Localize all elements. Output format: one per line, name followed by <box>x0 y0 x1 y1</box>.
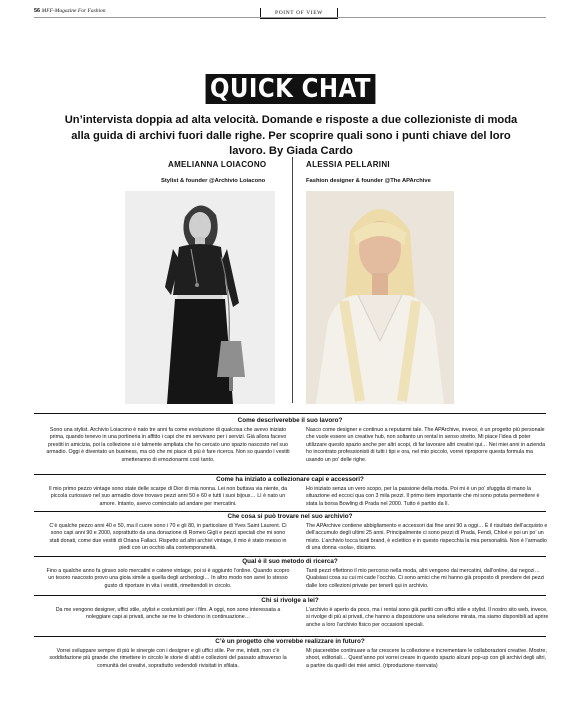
column-divider <box>292 157 293 403</box>
question-heading: C’è un progetto che vorrebbe realizzare in futuro? <box>215 638 365 645</box>
page-number: 56 <box>34 8 41 14</box>
question-heading: Come descriverebbe il suo lavoro? <box>237 417 343 424</box>
header-rule <box>34 17 546 18</box>
interviewee-name-left: AMELIANNA LOIACONO <box>168 160 267 169</box>
answer-right: L’archivio è aperto da poco, ma i rental sono già partiti con uffici stile e stylist. Il nostro sito web, invece, si rivolge di più ai privati, che hanno a disposizione una selezione mirata, ma siamo disponibili ad aprire anche a loro l’archivio fisico per occasioni speciali. <box>306 607 549 628</box>
answer-left: C’è qualche pezzo anni 40 e 50, ma il cuore sono i 70 e gli 80, in particolare di Yves Saint Laurent. Ci sono capi anni 90 e 2000, soprattutto da una donazione di Romeo Gigli e pezzi speciali che mi sono stati donati, come due vestiti di Oriana Fallaci. Rispetto ad altri archivi vintage, il mio è stato messo in piedi con un occhio alla contemporaneità. <box>49 523 287 552</box>
title-wrap <box>0 74 580 104</box>
portrait-illustration-left <box>125 191 275 404</box>
question-heading: Qual è il suo metodo di ricerca? <box>242 558 338 565</box>
question-rule <box>34 636 546 637</box>
interviewee-role-left: Stylist & founder @Archivio Loiacono <box>161 178 266 184</box>
question-rule <box>34 511 546 512</box>
magazine-name: MFF-Magazine For Fashion <box>41 8 106 14</box>
portrait-illustration-right <box>306 191 454 404</box>
interviewee-role-right: Fashion designer & founder @The APArchive <box>306 178 431 184</box>
question-rule <box>34 595 546 596</box>
portrait-photo-right <box>306 191 454 404</box>
answer-right: Nasco come designer e continuo a reputarmi tale. The APArchive, invece, è un progetto più personale che vuole essere un creative hub, non soltanto un rental in senso stretto. Mi piace l’idea di poter utilizzare questo spazio anche per altri scopi, di far lavorare altri creativi qui… Nei miei anni in azienda ho incontrato professionisti di tutti i tipi e ora, nel mio piccolo, vorrei riproporre questa formula ma usando un po’ delle righe. <box>306 427 546 463</box>
question-heading: Che cosa si può trovare nel suo archivio? <box>227 513 353 520</box>
question-heading: Chi si rivolge a lei? <box>261 597 319 604</box>
portrait-photo-left <box>125 191 275 404</box>
question-rule <box>34 413 546 414</box>
interviewee-name-right: ALESSIA PELLARINI <box>306 160 390 169</box>
answer-right: Ho iniziato senza un vero scopo, per la passione della moda. Poi mi è un po’ sfuggita di mano la situazione ed eccoci qua con 3 mila pezzi. Il primo item importante che mi sono potuta permettere è stata la borsa Bowling di Prada nel 2000. Tutto è partito da lì. <box>306 486 540 507</box>
question-rule <box>34 474 546 475</box>
answer-left: Fino a qualche anno fa giravo solo mercatini e catene vintage, poi si è aggiunto l’online. Quando scopro un tesoro nascosto provo una gioia simile a quella degli archeologi… In altro modo non avrei lo stesso gusto di riportare in vita i vestiti, rimettendoli in circolo. <box>46 568 290 589</box>
answer-left: Da me vengono designer, uffici stile, stylist e costumisti per i film. A oggi, non sono interessata a noleggiare capi ai privati, anche se me lo chiedono in continuazione… <box>55 607 281 621</box>
answer-right: Tanti pezzi riflettono il mio percorso nella moda, altri vengono dai mercatini, dall’online, dai negozi… Qualsiasi cosa su cui mi cade l’occhio. Ci sono amici che mi hanno già proposto di prendere dei pezzi dalle loro collezioni private per tenerli qui in archivio. <box>306 568 545 589</box>
article-title: QUICK CHAT <box>205 74 375 104</box>
section-label: POINT OF VIEW <box>260 8 338 19</box>
question-heading: Come ha iniziato a collezionare capi e accessori? <box>216 476 364 483</box>
answer-left: Sono una stylist. Archivio Loiacono è nato tre anni fa come evoluzione di qualcosa che avevo iniziato prima, quando tenevo in una portineria in affitto i capi che mi servivano per i servizi. Già allora facevo prestiti in amicizia, poi la collezione si è talmente ampliata che ho cercato uno spazio nascosto nel suo armadio. Oggi è diventato un business, ma ciò che mi piace di più è fare ricerca. Non so quando i vestiti smetteranno di emozionarmi così tanto. <box>46 427 290 463</box>
answer-left: Vorrei sviluppare sempre di più le sinergie con i designer e gli uffici stile. Per me, infatti, non c’è soddisfazione più grande che rimettere in circolo le storie di abiti e collezioni del passato attraverso la comunità dei creativi, soprattutto vedendoli rivisitati in sfilata. <box>49 648 287 669</box>
answer-right: The APArchive contiene abbigliamento e accessori dai fine anni 90 a oggi… È il risultato dell’acquisto e dell’accumulo degli ultimi 25 anni. Principalmente ci sono pezzi di Prada, Fendi, Chloé e poi un po’ un misto. L’archivio tocca tanti brand, è eclettico e in questo rispecchia la mia personalità. Non è l’armadio di una donna «sola», diciamo. <box>306 523 548 552</box>
answer-right: Mi piacerebbe continuare a far crescere la collezione e incrementare le collaborazioni creative. Mostre, shoot, editoriali… Quest’anno poi vorrei creare in questo spazio alcuni pop-up con gli archivi degli altri, a partire da quelli dei miei amici. (riproduzione riservata) <box>306 648 547 669</box>
answer-left: Il mio primo pezzo vintage sono state delle scarpe di Dior di mia nonna. Lei non buttava via niente, da piccola curiosavo nel suo armadio dove trovavo pezzi anni 50 e 60 e tutti i suoi bijoux… Lì è nato un amore. Intanto, avevo cominciato ad andare per mercatini. <box>48 486 288 507</box>
question-rule <box>34 556 546 557</box>
article-deck: Un’intervista doppia ad alta velocità. Domande e risposte a due collezioniste di moda alla guida di archivi fuori dalle righe. Per scoprire quali sono i punti chiave del loro lavoro. By Giada Cardo <box>64 114 518 157</box>
